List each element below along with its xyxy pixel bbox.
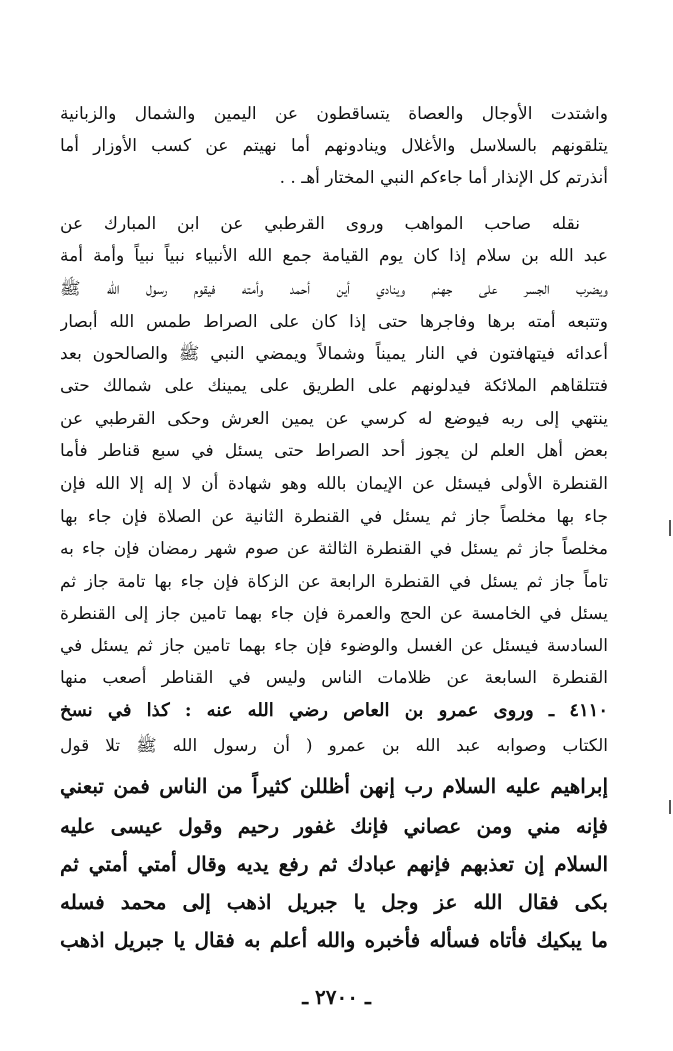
hadith-heading: ٤١١٠ ـ وروى عمرو بن العاص رضي الله عنه : كذا في نسخ	[60, 700, 608, 721]
text-line: مخلصاً جاز ثم يسئل في القنطرة الثالثة عن صوم شهر رمضان فإن جاء به	[60, 539, 608, 559]
text-line: القنطرة السابعة عن ظلامات الناس وليس في القناطر أصعب منها	[60, 668, 608, 688]
hadith-text-line: إبراهيم عليه السلام رب إنهن أظللن كثيراً من الناس فمن تبعني	[60, 774, 608, 798]
text-line: نقله صاحب المواهب وروى القرطبي عن ابن المبارك عن	[60, 214, 580, 234]
hadith-text-line: السلام إن تعذبهم فإنهم عبادك ثم رفع يديه وقال أمتي أمتي ثم	[60, 852, 608, 876]
text-line: السادسة فيسئل عن الغسل والوضوء فإن جاء بهما تامين جاز ثم يسئل في	[60, 636, 608, 656]
scan-edge-mark	[669, 800, 671, 814]
text-line: يتلقونهم بالسلاسل والأغلال وينادونهم أما نهيتم عن كسب الأوزار أما	[60, 136, 608, 156]
text-line: ينتهي إلى ربه فيوضع له كرسي عن يمين العرش وحكى القرطبي عن	[60, 409, 608, 429]
text-line: فتتلقاهم الملائكة فيدلونهم على الطريق على يمينك على شمالك حتى	[60, 376, 608, 396]
text-line: ويضرب الجسر على جهنم وينادي أين أحمد وأمته فيقوم رسول الله ﷺ	[60, 279, 608, 299]
text-line: القنطرة الأولى فيسئل عن الإيمان بالله وهو شهادة أن لا إله إلا الله فإن	[60, 474, 608, 494]
text-line: تاماً جاز ثم يسئل في القنطرة الرابعة عن الزكاة فإن جاء بها تامة جاز ثم	[60, 572, 608, 592]
hadith-text-line: بكى فقال الله عز وجل يا جبريل اذهب إلى محمد فسله	[60, 890, 608, 914]
text-line: بعض أهل العلم لن يجوز أحد الصراط حتى يسئل في سبع قناطر فأما	[60, 441, 608, 461]
hadith-text-line: ما يبكيك فأتاه فسأله فأخبره والله أعلم به فقال يا جبريل اذهب	[60, 928, 608, 952]
text-line: وتتبعه أمته برها وفاجرها حتى إذا كان على الصراط طمس الله أبصار	[60, 312, 608, 332]
text-line: أعدائه فيتهافتون في النار يميناً وشمالاً ويمضي النبي ﷺ والصالحون بعد	[60, 344, 608, 364]
scan-edge-mark	[669, 520, 671, 536]
text-line: يسئل في الخامسة عن الحج والعمرة فإن جاء بهما تامين جاز إلى القنطرة	[60, 604, 608, 624]
text-line: الكتاب وصوابه عبد الله بن عمرو ( أن رسول الله ﷺ تلا قول	[60, 736, 608, 756]
text-line: واشتدت الأوجال والعصاة يتساقطون عن اليمين والشمال والزبانية	[60, 104, 608, 124]
hadith-text-line: فإنه مني ومن عصاني فإنك غفور رحيم وقول عيسى عليه	[60, 814, 608, 838]
text-line: جاء بها مخلصاً جاز ثم يسئل في القنطرة الثانية عن الصلاة فإن جاء بها	[60, 507, 608, 527]
page-number: ـ ٢٧٠٠ ـ	[302, 985, 371, 1009]
text-line: أنذرتم كل الإنذار أما جاءكم النبي المختار أهـ . .	[279, 168, 608, 188]
text-line: عبد الله بن سلام إذا كان يوم القيامة جمع الله الأنبياء نبياً نبياً وأمة أمة	[60, 246, 608, 266]
